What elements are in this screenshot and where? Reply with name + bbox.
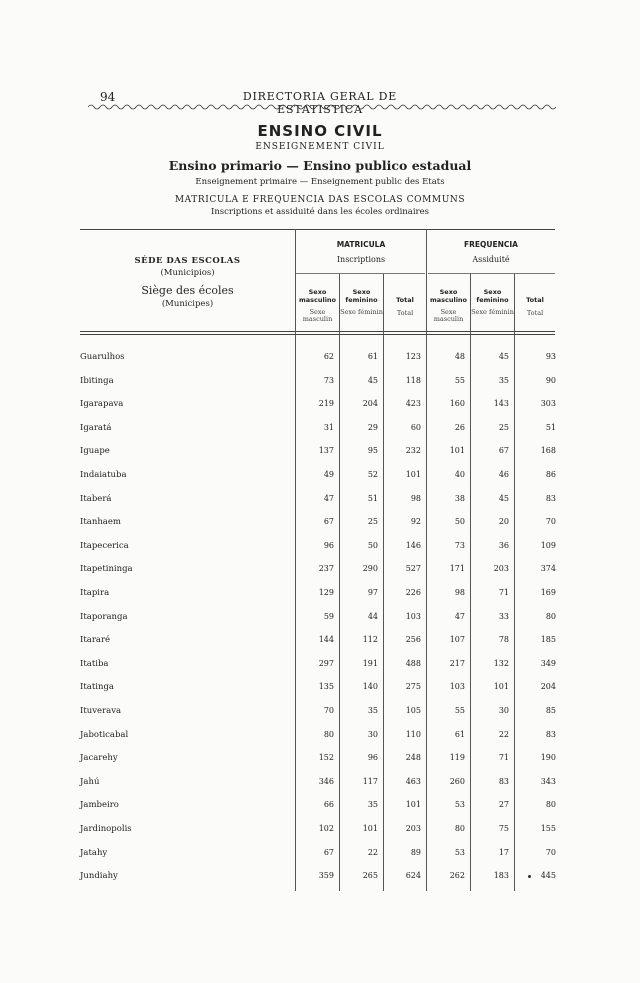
- row-value: 140: [362, 682, 378, 692]
- row-value: 96: [367, 753, 378, 763]
- row-value: 92: [410, 517, 421, 527]
- header-municipios: (Municipios): [160, 268, 215, 278]
- row-value: 463: [405, 776, 421, 786]
- row-municipio: Itapetininga: [80, 564, 133, 575]
- row-municipio: Itanhaem: [80, 517, 121, 528]
- row-value: 71: [498, 753, 509, 763]
- row-value: 73: [323, 375, 334, 385]
- row-value: 36: [498, 540, 509, 550]
- row-value: 445: [540, 871, 556, 881]
- row-value: 203: [405, 824, 421, 833]
- table-row: [80, 706, 560, 726]
- table-row: [80, 777, 560, 797]
- header-total-fr: Total: [396, 309, 414, 317]
- row-value: 38: [454, 493, 465, 503]
- subtitle: Ensino primario — Ensino publico estadual: [168, 158, 472, 173]
- row-value: 67: [323, 847, 334, 857]
- row-municipio: Itapira: [80, 588, 110, 598]
- frequencia-sub-rule: [428, 273, 555, 274]
- row-municipio: Igaratá: [80, 422, 112, 433]
- row-municipio: Ituverava: [80, 706, 122, 716]
- row-value: 55: [454, 706, 465, 715]
- row-value: 132: [493, 658, 509, 668]
- row-value: 190: [540, 753, 556, 763]
- row-value: 146: [405, 540, 421, 550]
- row-value: 35: [367, 706, 378, 715]
- row-value: 624: [405, 871, 421, 881]
- matricula-sub-rule: [295, 273, 425, 274]
- header-sexe-masc: Sexe masculin: [302, 308, 333, 323]
- row-value: 204: [540, 682, 556, 692]
- table-row: [80, 541, 560, 561]
- row-value: 89: [410, 847, 421, 857]
- row-value: 46: [498, 470, 509, 479]
- table-row: [80, 399, 560, 419]
- row-value: 297: [318, 658, 334, 668]
- row-value: 118: [405, 375, 421, 385]
- title: ENSINO CIVIL: [257, 122, 383, 140]
- row-value: 265: [362, 871, 378, 881]
- row-value: 423: [405, 399, 421, 409]
- header-matricula: MATRICULA: [336, 240, 386, 249]
- row-value: 169: [540, 588, 556, 597]
- subtitle-fr: Enseignement primaire — Enseignement public des Etats: [195, 177, 445, 187]
- row-value: 80: [545, 611, 556, 621]
- page-number: 94: [100, 90, 116, 104]
- row-value: 290: [362, 564, 378, 574]
- row-municipio: Itaberá: [80, 493, 112, 504]
- row-value: 22: [498, 729, 509, 739]
- row-municipio: Jundiahy: [80, 871, 118, 882]
- row-value: 98: [410, 493, 421, 503]
- row-value: 70: [545, 517, 556, 527]
- row-value: 53: [454, 847, 465, 857]
- row-value: 29: [367, 422, 378, 432]
- table-row: [80, 824, 560, 844]
- row-value: 191: [362, 658, 378, 668]
- row-value: 50: [454, 517, 465, 527]
- table-row: [80, 470, 560, 490]
- row-value: 90: [545, 375, 556, 385]
- row-value: 80: [454, 824, 465, 833]
- row-municipio: Guarulhos: [80, 352, 125, 362]
- row-value: 27: [498, 800, 509, 810]
- header-sexe-fem: Sexe féminin: [471, 308, 514, 316]
- header-inscriptions: Inscriptions: [336, 255, 386, 264]
- row-municipio: Itatiba: [80, 658, 109, 669]
- row-value: 349: [540, 658, 556, 668]
- header-rule-1: [80, 331, 555, 332]
- row-value: 62: [323, 352, 334, 361]
- row-value: 103: [449, 682, 465, 692]
- header-siege: Siège des écoles: [141, 284, 234, 297]
- row-value: 86: [545, 470, 556, 479]
- row-value: 73: [454, 540, 465, 550]
- row-value: 47: [323, 493, 334, 503]
- row-value: 59: [323, 611, 334, 621]
- row-value: 359: [318, 871, 334, 881]
- row-value: 374: [540, 564, 556, 574]
- header-sexe-fem: Sexe féminin: [340, 308, 383, 316]
- row-value: 71: [498, 588, 509, 597]
- table-row: [80, 376, 560, 396]
- row-value: 75: [498, 824, 509, 833]
- row-value: 47: [454, 611, 465, 621]
- row-value: 25: [367, 517, 378, 527]
- row-municipio: Jaboticabal: [80, 729, 129, 740]
- row-value: 67: [498, 446, 509, 456]
- row-value: 60: [410, 422, 421, 432]
- table-row: [80, 871, 560, 891]
- row-value: 83: [545, 493, 556, 503]
- header-sede: SÉDE DAS ESCOLAS: [134, 256, 241, 266]
- row-value: 101: [405, 800, 421, 810]
- row-value: 129: [318, 588, 334, 597]
- row-value: 48: [454, 352, 465, 361]
- row-value: 117: [362, 776, 378, 786]
- table-row: [80, 682, 560, 702]
- row-municipio: Indaiatuba: [80, 470, 127, 480]
- table-row: [80, 423, 560, 443]
- row-value: 20: [498, 517, 509, 527]
- row-value: 103: [405, 611, 421, 621]
- row-value: 226: [405, 588, 421, 597]
- row-value: 22: [367, 847, 378, 857]
- row-value: 61: [367, 352, 378, 361]
- table-row: [80, 494, 560, 514]
- row-value: 101: [362, 824, 378, 833]
- table-row: [80, 564, 560, 584]
- header-municipes: (Municipes): [161, 299, 214, 309]
- row-value: 30: [367, 729, 378, 739]
- row-value: 30: [498, 706, 509, 715]
- row-value: 52: [367, 470, 378, 479]
- row-value: 83: [545, 729, 556, 739]
- row-value: 35: [367, 800, 378, 810]
- header-sexo-fem: Sexo feminino: [345, 288, 378, 304]
- row-municipio: Jardinopolis: [80, 824, 132, 834]
- row-value: 17: [498, 847, 509, 857]
- header-total-fr: Total: [526, 309, 544, 317]
- row-value: 70: [545, 847, 556, 857]
- row-value: 112: [362, 635, 378, 645]
- row-value: 101: [493, 682, 509, 692]
- row-value: 78: [498, 635, 509, 645]
- row-value: 143: [493, 399, 509, 409]
- table-row: [80, 446, 560, 466]
- header-sexo-fem: Sexo feminino: [476, 288, 509, 304]
- row-value: 123: [405, 352, 421, 361]
- row-value: 144: [318, 635, 334, 645]
- row-municipio: Jacarehy: [80, 753, 118, 764]
- row-value: 53: [454, 800, 465, 810]
- row-value: 50: [367, 540, 378, 550]
- table-row: [80, 753, 560, 773]
- row-value: 237: [318, 564, 334, 574]
- row-municipio: Igarapava: [80, 399, 124, 410]
- section-title: MATRICULA E FREQUENCIA DAS ESCOLAS COMMUNS: [174, 195, 466, 205]
- header-total: Total: [396, 296, 414, 304]
- table-row: [80, 659, 560, 679]
- row-value: 110: [405, 729, 421, 739]
- row-value: 527: [405, 564, 421, 574]
- table-top-rule: [80, 229, 555, 230]
- row-municipio: Jambeiro: [80, 800, 119, 811]
- row-value: 219: [318, 399, 334, 409]
- row-municipio: Iguape: [80, 446, 110, 457]
- header-sexe-masc: Sexe masculin: [433, 308, 464, 323]
- row-municipio: Itapecerica: [80, 540, 129, 551]
- row-value: 346: [318, 776, 334, 786]
- row-value: 80: [545, 800, 556, 810]
- row-value: 109: [540, 540, 556, 550]
- table-row: [80, 352, 560, 372]
- row-value: 204: [362, 399, 378, 409]
- row-value: 49: [323, 470, 334, 479]
- row-value: 98: [454, 588, 465, 597]
- row-municipio: Jatahy: [80, 847, 108, 858]
- row-value: 45: [367, 375, 378, 385]
- row-value: 488: [405, 658, 421, 668]
- running-head: DIRECTORIA GERAL DE ESTATISTICA: [242, 90, 398, 116]
- row-value: 137: [318, 446, 334, 456]
- row-value: 55: [454, 375, 465, 385]
- table-row: [80, 800, 560, 820]
- row-value: 67: [323, 517, 334, 527]
- row-value: 66: [323, 800, 334, 810]
- row-value: 102: [318, 824, 334, 833]
- table-row: [80, 612, 560, 632]
- row-value: 107: [449, 635, 465, 645]
- row-value: 61: [454, 729, 465, 739]
- row-value: 262: [449, 871, 465, 881]
- row-value: 101: [405, 470, 421, 479]
- table-row: [80, 588, 560, 608]
- header-rule-2: [80, 334, 555, 335]
- table-row: [80, 730, 560, 750]
- row-municipio: Jahú: [80, 776, 100, 787]
- row-value: 185: [540, 635, 556, 645]
- header-sexo-masc: Sexo masculino: [298, 288, 337, 304]
- row-value: 152: [318, 753, 334, 763]
- row-value: 26: [454, 422, 465, 432]
- row-value: 101: [449, 446, 465, 456]
- row-value: 25: [498, 422, 509, 432]
- row-value: 83: [498, 776, 509, 786]
- row-value: 155: [540, 824, 556, 833]
- row-value: 85: [545, 706, 556, 715]
- row-value: 260: [449, 776, 465, 786]
- row-value: 93: [545, 352, 556, 361]
- row-value: 97: [367, 588, 378, 597]
- table-row: [80, 635, 560, 655]
- row-value: 70: [323, 706, 334, 715]
- row-municipio: Itaporanga: [80, 611, 128, 622]
- header-assiduite: Assiduité: [472, 255, 510, 264]
- row-value: 51: [545, 422, 556, 432]
- row-value: 40: [454, 470, 465, 479]
- header-sexo-masc: Sexo masculino: [429, 288, 468, 304]
- row-value: 203: [493, 564, 509, 574]
- row-value: 232: [405, 446, 421, 456]
- ink-dot: [528, 875, 531, 878]
- table-row: [80, 848, 560, 868]
- row-municipio: Itararé: [80, 635, 111, 646]
- row-value: 45: [498, 352, 509, 361]
- row-value: 248: [405, 753, 421, 763]
- row-value: 31: [323, 422, 334, 432]
- row-value: 35: [498, 375, 509, 385]
- row-value: 256: [405, 635, 421, 645]
- row-value: 45: [498, 493, 509, 503]
- row-value: 119: [449, 753, 465, 763]
- row-value: 44: [367, 611, 378, 621]
- row-municipio: Ibitinga: [80, 375, 114, 386]
- header-frequencia: FREQUENCIA: [464, 240, 518, 249]
- row-value: 51: [367, 493, 378, 503]
- row-municipio: Itatinga: [80, 682, 114, 693]
- table-row: [80, 517, 560, 537]
- row-value: 105: [405, 706, 421, 715]
- section-title-fr: Inscriptions et assiduité dans les écoles ordinaires: [210, 207, 430, 217]
- row-value: 303: [540, 399, 556, 409]
- row-value: 33: [498, 611, 509, 621]
- row-value: 343: [540, 776, 556, 786]
- row-value: 275: [405, 682, 421, 692]
- header-total: Total: [526, 296, 544, 304]
- row-value: 171: [449, 564, 465, 574]
- row-value: 96: [323, 540, 334, 550]
- row-value: 95: [367, 446, 378, 456]
- row-value: 160: [449, 399, 465, 409]
- row-value: 80: [323, 729, 334, 739]
- row-value: 217: [449, 658, 465, 668]
- wavy-rule: [88, 103, 556, 111]
- title-fr: ENSEIGNEMENT CIVIL: [255, 142, 385, 152]
- row-value: 135: [318, 682, 334, 692]
- row-value: 168: [540, 446, 556, 456]
- row-value: 183: [493, 871, 509, 881]
